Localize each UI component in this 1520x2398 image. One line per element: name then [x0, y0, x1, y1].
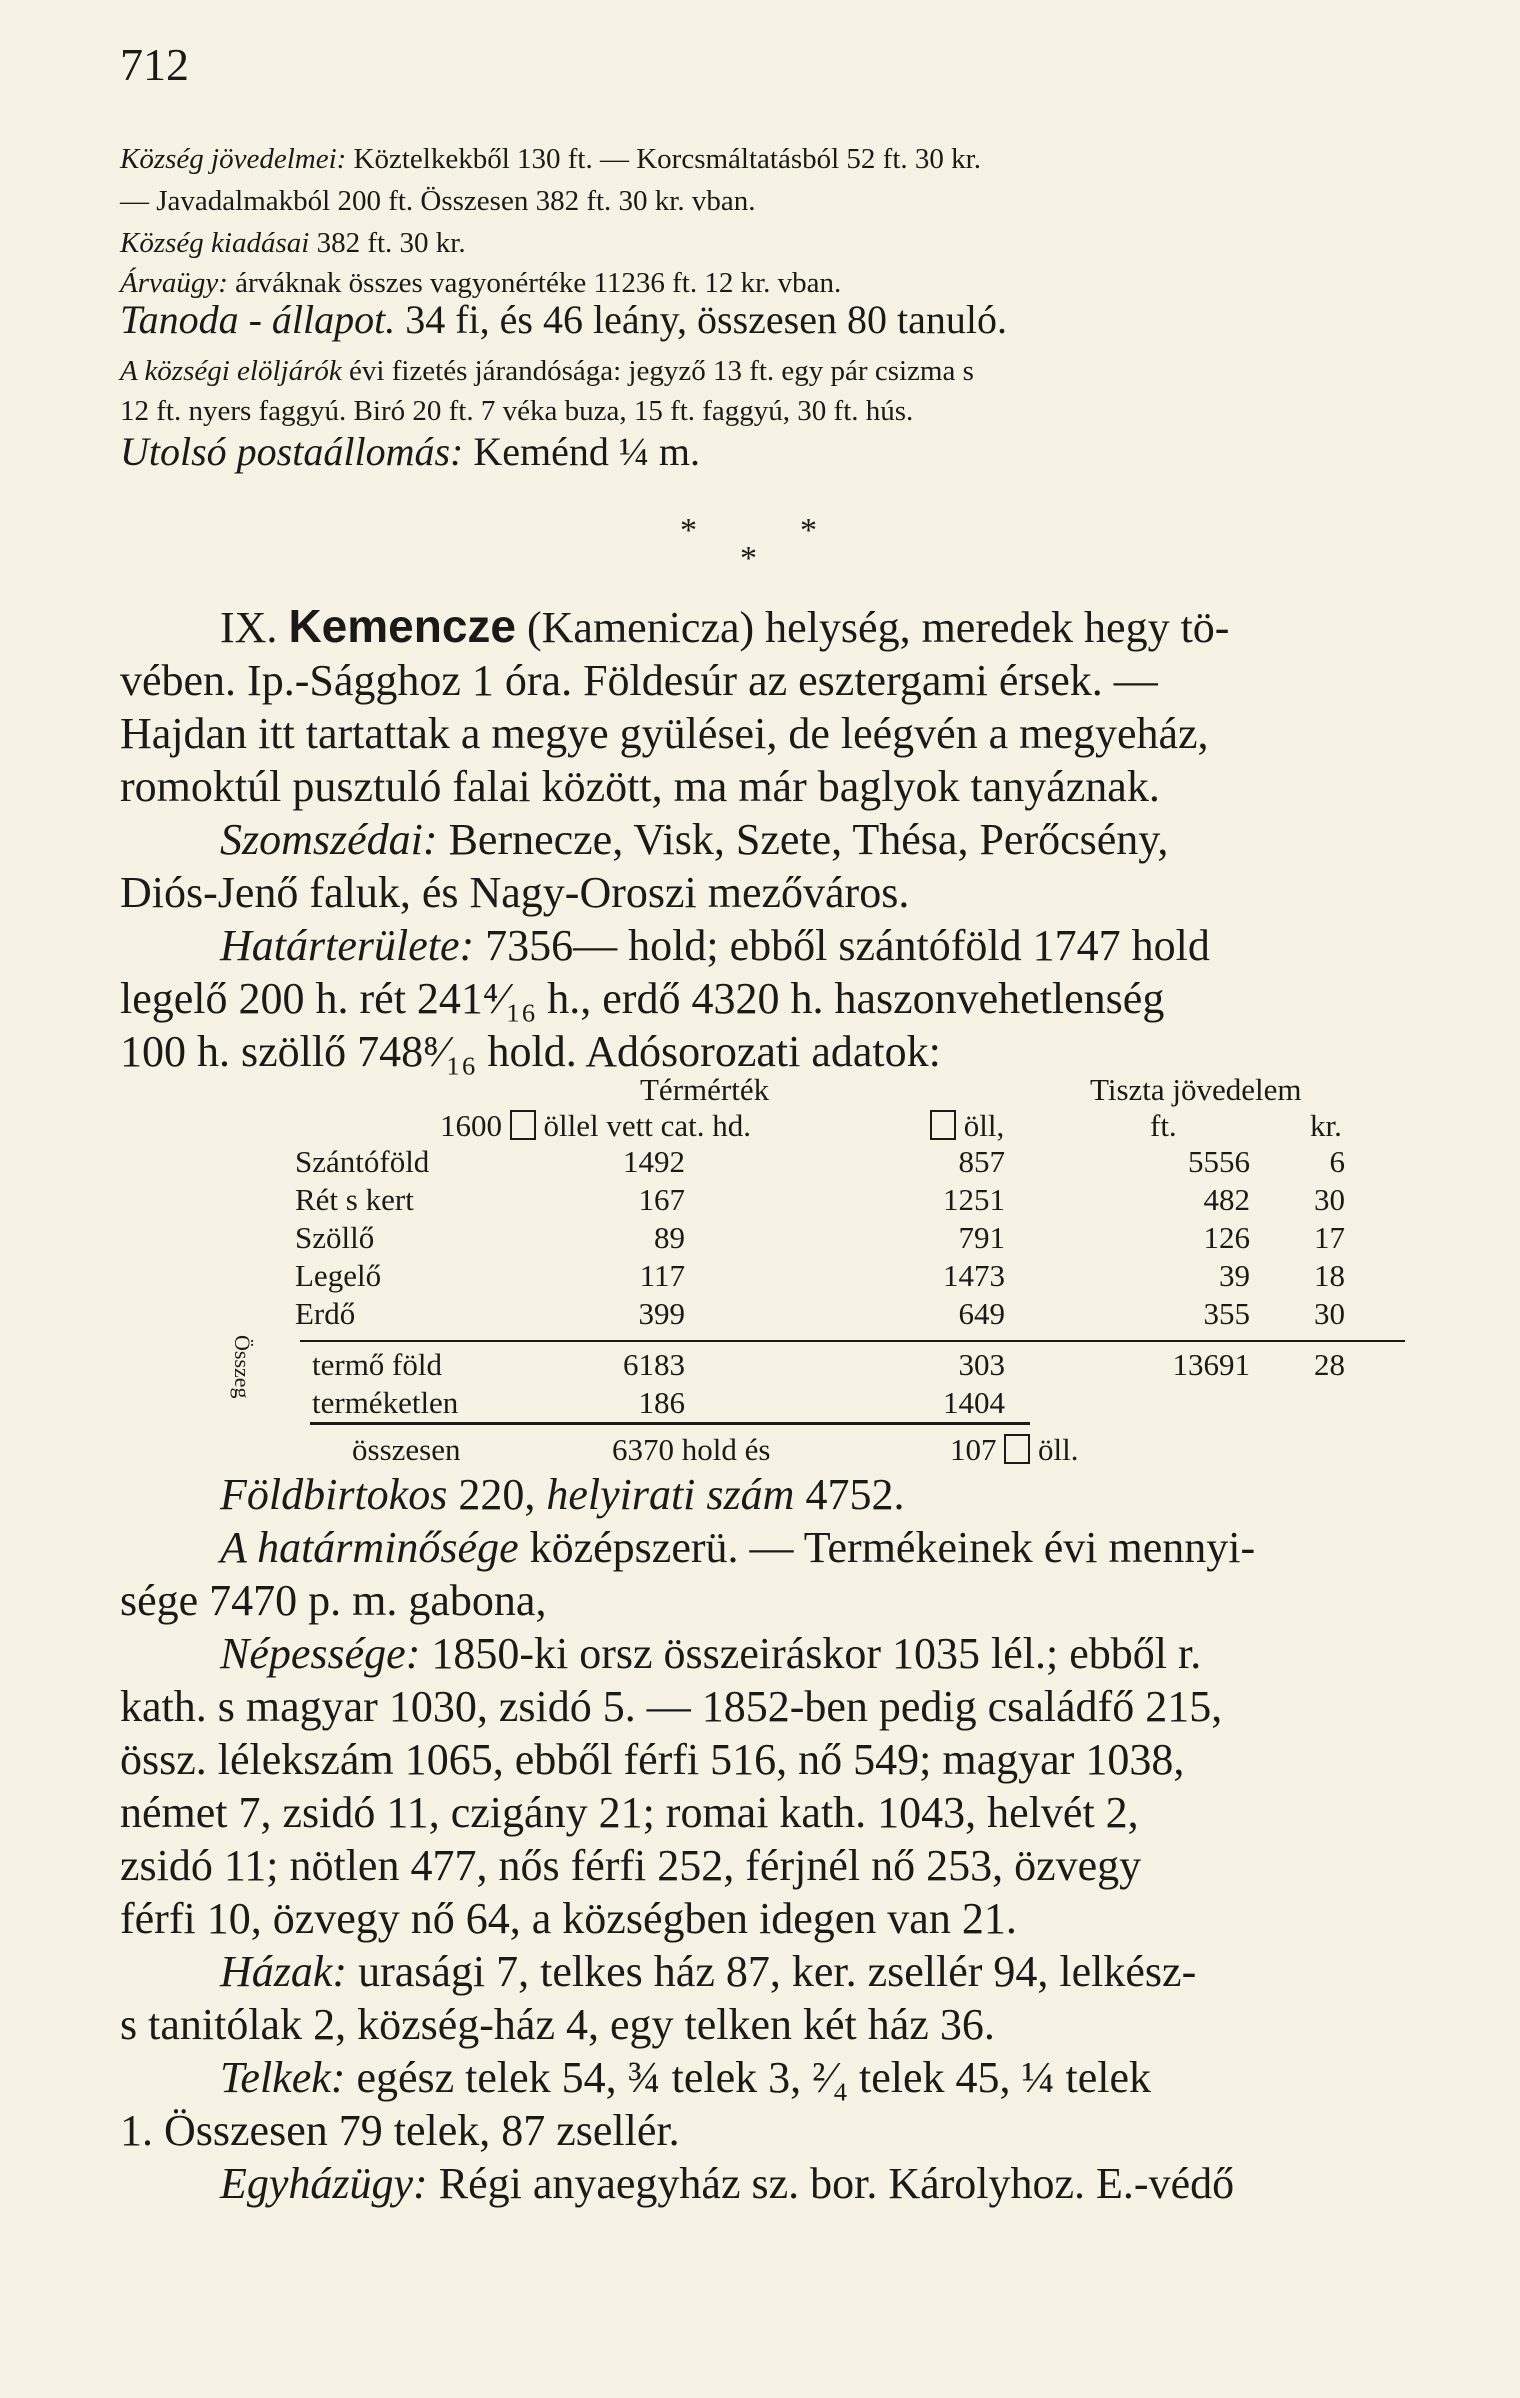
- page-number: 712: [120, 39, 189, 90]
- row-ft: 355: [1203, 1296, 1250, 1331]
- entry-line: 1. Összesen 79 telek, 87 zsellér.: [120, 2106, 680, 2155]
- table-total-rule: [310, 1422, 1030, 1425]
- header-line-1: Község jövedelmei: Köztelkekből 130 ft. — Korcsmáltatásból 52 ft. 30 kr.: [120, 143, 981, 175]
- entry-line: Házak: urasági 7, telkes ház 87, ker. zsellér 94, lelkész-: [220, 1947, 1197, 1996]
- total-hd: 6370 hold és: [612, 1432, 771, 1467]
- square-unit-icon: [1004, 1434, 1030, 1464]
- tanoda-line: Tanoda - állapot. 34 fi, és 46 leány, összesen 80 tanuló.: [120, 297, 1007, 342]
- entry-line: Egyházügy: Régi anyaegyház sz. bor. Károlyhoz. E.-védő: [220, 2159, 1235, 2208]
- table-sub-1600: 1600 öllel vett cat. hd.: [440, 1108, 751, 1143]
- entry-line: zsidó 11; nötlen 477, nős férfi 252, férjnél nő 253, özvegy: [120, 1841, 1142, 1890]
- row-oll: 649: [958, 1296, 1005, 1331]
- sum-row-kr: 28: [1314, 1347, 1345, 1382]
- entry-line: IX. Kemencze (Kamenicza) helység, meredek hegy tö-: [220, 600, 1230, 652]
- row-oll: 791: [958, 1220, 1005, 1255]
- entry-line: Telkek: egész telek 54, ¾ telek 3, ²⁄₄ telek 45, ¼ telek: [220, 2053, 1152, 2102]
- table-rule: [300, 1340, 1405, 1342]
- entry-line: Népessége: 1850-ki orsz összeiráskor 1035 lél.; ebből r.: [220, 1629, 1202, 1678]
- header-line-6: A községi elöljárók évi fizetés járandósága: jegyző 13 ft. egy pár csizma s: [120, 355, 974, 387]
- row-ft: 5556: [1188, 1144, 1250, 1179]
- entry-line: Határterülete: 7356— hold; ebből szántóföld 1747 hold: [220, 921, 1210, 970]
- entry-line: romoktúl pusztuló falai között, ma már baglyok tanyáznak.: [120, 762, 1160, 811]
- vertical-label: Összeg: [230, 1335, 255, 1399]
- row-kr: 6: [1329, 1144, 1345, 1179]
- sum-row-oll: 1404: [943, 1385, 1005, 1420]
- total-oll: 107 öll.: [950, 1432, 1079, 1467]
- separator-star-1: *: [680, 512, 697, 549]
- entry-line: Földbirtokos 220, helyirati szám 4752.: [220, 1470, 905, 1519]
- table-head-termertek: Térmérték: [640, 1072, 770, 1107]
- sum-row-hd: 6183: [623, 1347, 685, 1382]
- entry-line: 100 h. szöllő 748⁸⁄₁₆ hold. Adósorozati adatok:: [120, 1027, 941, 1076]
- row-kr: 30: [1314, 1182, 1345, 1217]
- separator-star-3: *: [740, 540, 757, 577]
- square-unit-icon: [930, 1110, 956, 1140]
- row-hd: 167: [638, 1182, 685, 1217]
- row-kr: 18: [1314, 1258, 1345, 1293]
- entry-line: vében. Ip.-Ságghoz 1 óra. Földesúr az esztergami érsek. —: [120, 656, 1158, 705]
- entry-line: kath. s magyar 1030, zsidó 5. — 1852-ben pedig családfő 215,: [120, 1682, 1223, 1731]
- row-oll: 1251: [943, 1182, 1005, 1217]
- header-line-3: Község kiadásai 382 ft. 30 kr.: [120, 227, 466, 259]
- row-name: Szántóföld: [295, 1144, 430, 1179]
- entry-body: [120, 600, 1420, 1078]
- entry-line: legelő 200 h. rét 241⁴⁄₁₆ h., erdő 4320 h. haszonvehetlenség: [120, 974, 1165, 1023]
- sum-row-hd: 186: [638, 1385, 685, 1420]
- table-sub-kr: kr.: [1310, 1108, 1342, 1143]
- entry-line: sége 7470 p. m. gabona,: [120, 1576, 547, 1625]
- separator-star-2: *: [800, 512, 817, 549]
- entry-line: Diós-Jenő faluk, és Nagy-Oroszi mezőváros.: [120, 868, 910, 917]
- row-hd: 1492: [623, 1144, 685, 1179]
- sum-row-oll: 303: [958, 1347, 1005, 1382]
- row-ft: 482: [1203, 1182, 1250, 1217]
- table-head-tiszta: Tiszta jövedelem: [1090, 1072, 1302, 1107]
- header-line-7: 12 ft. nyers faggyú. Biró 20 ft. 7 véka buza, 15 ft. faggyú, 30 ft. hús.: [120, 395, 914, 427]
- entry-line: német 7, zsidó 11, czigány 21; romai kath. 1043, helvét 2,: [120, 1788, 1139, 1837]
- row-ft: 39: [1219, 1258, 1250, 1293]
- sum-row-ft: 13691: [1172, 1347, 1250, 1382]
- entry-line: Szomszédai: Bernecze, Visk, Szete, Thésa, Perőcsény,: [220, 815, 1169, 864]
- total-name: összesen: [352, 1432, 461, 1467]
- row-hd: 117: [639, 1258, 685, 1293]
- table-sub-oll: öll,: [930, 1108, 1004, 1144]
- entry-line: össz. lélekszám 1065, ebből férfi 516, nő 549; magyar 1038,: [120, 1735, 1185, 1784]
- header-line-4: Árvaügy: árváknak összes vagyonértéke 11236 ft. 12 kr. vban.: [120, 267, 842, 299]
- header-line-2: — Javadalmakból 200 ft. Összesen 382 ft. 30 kr. vban.: [120, 185, 756, 217]
- row-oll: 1473: [943, 1258, 1005, 1293]
- sum-row-name: termő föld: [312, 1347, 442, 1382]
- entry-line: Hajdan itt tartattak a megye gyülései, de leégvén a megyeház,: [120, 709, 1209, 758]
- entry-tail: [120, 1468, 1420, 2210]
- row-name: Erdő: [295, 1296, 356, 1331]
- row-hd: 89: [654, 1220, 685, 1255]
- row-kr: 30: [1314, 1296, 1345, 1331]
- entry-line: s tanitólak 2, község-ház 4, egy telken két ház 36.: [120, 2000, 995, 2049]
- table-sub-ft: ft.: [1150, 1108, 1177, 1143]
- entry-line: A határminősége középszerü. — Termékeinek évi mennyi-: [220, 1523, 1256, 1572]
- postal-line: Utolsó postaállomás: Keménd ¼ m.: [120, 429, 700, 474]
- square-unit-icon: [510, 1110, 536, 1140]
- entry-line: férfi 10, özvegy nő 64, a községben idegen van 21.: [120, 1894, 1017, 1943]
- row-name: Rét s kert: [295, 1182, 414, 1217]
- row-oll: 857: [958, 1144, 1005, 1179]
- row-kr: 17: [1314, 1220, 1345, 1255]
- row-ft: 126: [1203, 1220, 1250, 1255]
- entry-title: Kemencze: [288, 600, 516, 652]
- row-hd: 399: [638, 1296, 685, 1331]
- sum-row-name: terméketlen: [312, 1385, 459, 1420]
- row-name: Szöllő: [295, 1220, 375, 1255]
- row-name: Legelő: [295, 1258, 382, 1293]
